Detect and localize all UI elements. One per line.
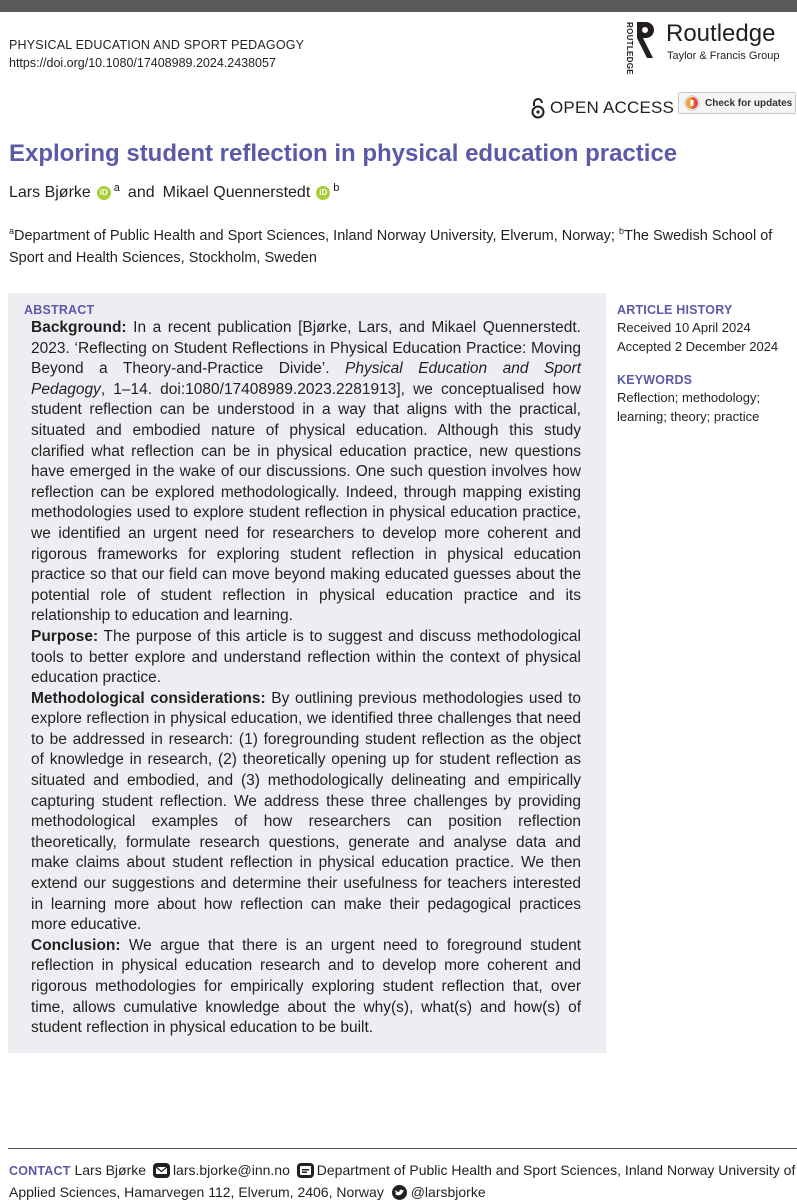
keywords-list: Reflection; methodology; learning; theory; practice bbox=[617, 390, 761, 424]
section-label: Background: bbox=[31, 319, 127, 336]
orcid-icon[interactable]: iD bbox=[97, 186, 111, 200]
twitter-icon bbox=[391, 1185, 408, 1200]
author-name[interactable]: Lars Bjørke bbox=[9, 184, 91, 201]
publisher-subtitle: Taylor & Francis Group bbox=[667, 50, 780, 62]
publisher-name: Routledge bbox=[666, 20, 776, 47]
abstract-text: The purpose of this article is to suggest and discuss methodological tools to better explore and understand reflection within the context of physical education practice. bbox=[31, 627, 581, 687]
affiliations bbox=[9, 220, 797, 269]
article-history-heading: ARTICLE HISTORY bbox=[617, 303, 733, 317]
footer-divider bbox=[8, 1148, 797, 1149]
article-history bbox=[617, 318, 778, 356]
contact-info bbox=[9, 1160, 797, 1203]
open-access-label: OPEN ACCESS bbox=[550, 98, 675, 117]
contact-label: CONTACT bbox=[9, 1164, 71, 1178]
author-conjunction: and bbox=[127, 184, 155, 201]
article-title: Exploring student reflection in physical education practice bbox=[9, 140, 678, 167]
section-label: Conclusion: bbox=[31, 936, 121, 954]
check-for-updates-button[interactable] bbox=[678, 92, 796, 114]
contact-name: Lars Bjørke bbox=[74, 1162, 147, 1178]
affiliation-marker: b bbox=[618, 226, 624, 236]
doi-link[interactable]: https://doi.org/10.1080/17408989.2024.2438057 bbox=[9, 56, 276, 70]
email-icon bbox=[153, 1163, 170, 1178]
keywords-heading: KEYWORDS bbox=[617, 373, 693, 387]
affiliation-marker: a bbox=[113, 182, 120, 194]
contact-email[interactable]: lars.bjorke@inn.no bbox=[172, 1162, 290, 1178]
author-name[interactable]: Mikael Quennerstedt bbox=[162, 184, 311, 201]
section-label: Purpose: bbox=[31, 627, 99, 645]
abstract-background bbox=[31, 318, 581, 627]
affiliation-a: Department of Public Health and Sport Sciences, Inland Norway University, Elverum, Norway; bbox=[14, 227, 615, 244]
publisher-logo bbox=[620, 20, 795, 75]
abstract-text: , 1–14. doi:1080/17408989.2023.2281913], we conceptualised how student reflection can be understood in a way that aligns with the practical, situated and embodied nature of physical education. Although this study clarified what reflection can be in physical education practice, new questions have emerged in the wake of our discussions. One such question involves how reflection can be explored methodologically. Indeed, through mapping existing methodologies used to explore student reflection in physical education practice, we identified an urgent need for researchers to develop more coherent and rigorous frameworks for exploring student reflection in physical education practice so that our field can move beyond making educated guesses about the potential role of student reflection in physical education practice and its relationship to education and learning. bbox=[31, 380, 581, 625]
abstract-methods bbox=[31, 689, 581, 936]
journal-citation: Physical Education and Sport Pedagogy bbox=[31, 360, 582, 398]
address-icon bbox=[297, 1163, 314, 1178]
affiliation-marker: a bbox=[9, 226, 15, 236]
check-updates-icon bbox=[684, 95, 700, 111]
abstract-text: In a recent publication [Bjørke, Lars, and Mikael Quennerstedt. 2023. ‘Reflecting on Student Reflections in Physical Education Practice: Moving Beyond a Theory-and-Practice Divide’. bbox=[31, 319, 581, 378]
orcid-icon[interactable]: iD bbox=[316, 186, 330, 200]
author-list bbox=[9, 184, 339, 202]
top-bar bbox=[0, 0, 797, 12]
publisher-vertical-text: ROUTLEDGE bbox=[625, 22, 634, 75]
abstract-purpose bbox=[31, 627, 581, 689]
affiliation-marker: b bbox=[333, 182, 340, 194]
journal-name: PHYSICAL EDUCATION AND SPORT PEDAGOGY bbox=[9, 38, 305, 52]
abstract-heading: ABSTRACT bbox=[24, 303, 95, 317]
check-updates-label: Check for updates bbox=[705, 97, 793, 109]
abstract-text: By outlining previous methodologies used to explore reflection in physical education, we identified three challenges that need to be addressed in research: (1) foregrounding student reflection as the object of knowledge in research, (2) theoretically opening up for student reflection as situated and embodied, and (3) methodologically delineating and empirically capturing student reflection. We address these three challenges by providing methodological examples of how researchers can position reflection theoretically, formulate research questions, generate and analyse data and make claims about student reflection in physical education practice. We then extend our suggestions and determine their usefulness for teachers interested in learning more about how reflection can make their pedagogical practices more educative. bbox=[31, 689, 581, 934]
open-access-badge bbox=[530, 96, 674, 120]
contact-address: Department of Public Health and Sport Sciences, Inland Norway University of Applied Sciences, Hamarvegen 112, Elverum, 2406, Norway bbox=[9, 1162, 796, 1200]
abstract-body bbox=[31, 318, 581, 1039]
affiliation-b: The Swedish School of Sport and Health Sciences, Stockholm, Sweden bbox=[9, 227, 773, 266]
accepted-date: Accepted 2 December 2024 bbox=[617, 339, 779, 354]
abstract-conclusion bbox=[31, 936, 581, 1039]
abstract-text: We argue that there is an urgent need to foreground student reflection in physical education research and to develop more coherent and rigorous methodologies for empirically exploring student reflection that, over time, allows cumulative knowledge about the why(s), what(s) and how(s) of student reflection in physical education to be built. bbox=[31, 936, 581, 1037]
open-lock-icon bbox=[530, 97, 546, 119]
section-label: Methodological considerations: bbox=[31, 689, 266, 707]
contact-twitter[interactable]: @larsbjorke bbox=[410, 1184, 486, 1200]
received-date: Received 10 April 2024 bbox=[617, 320, 751, 335]
routledge-mark-icon bbox=[634, 20, 658, 62]
